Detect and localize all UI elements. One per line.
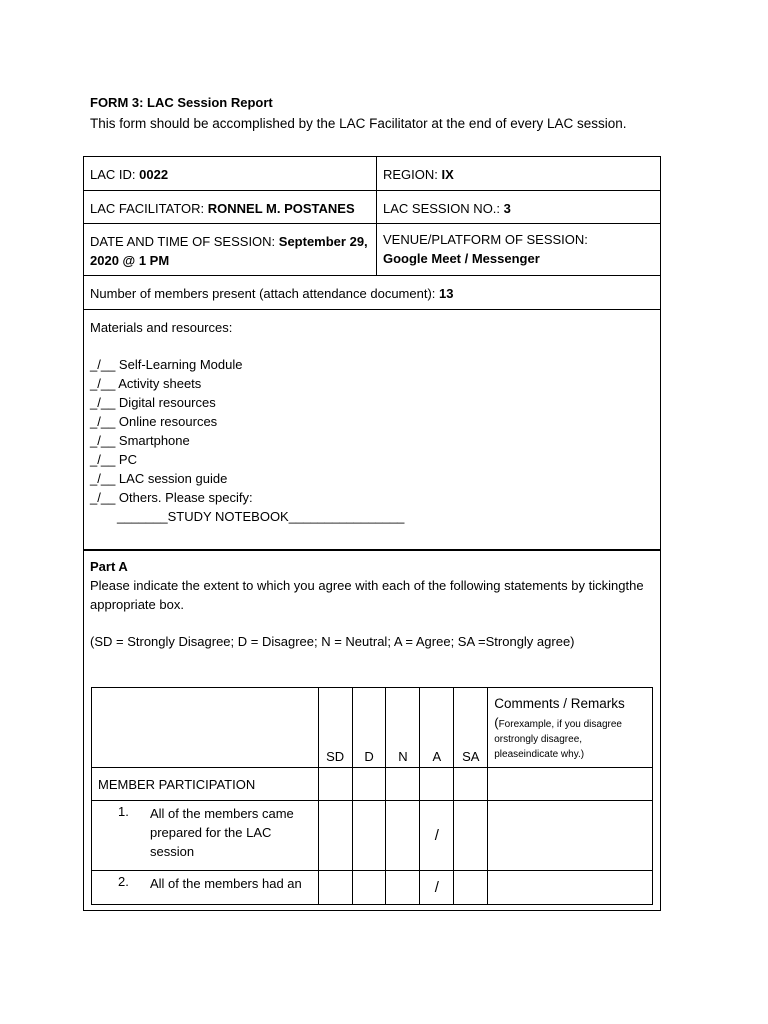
venue-value: Google Meet / Messenger: [383, 251, 540, 266]
scale-d-header: D: [352, 688, 386, 768]
part-a-section: [84, 550, 660, 658]
region-cell: [377, 157, 660, 190]
date-value: September 29, 2020 @ 1 PM: [90, 234, 368, 268]
region-value: IX: [441, 167, 454, 182]
region-label: REGION:: [383, 167, 442, 182]
session-no-label: LAC SESSION NO.:: [383, 201, 504, 216]
material-item: _/__ Self-Learning Module: [90, 357, 243, 372]
statement-row: [92, 871, 653, 905]
form-title: FORM 3: LAC Session Report: [90, 95, 273, 110]
form-subtitle: This form should be accomplished by the LAC Facilitator at the end of every LAC session.: [90, 116, 627, 131]
comments-header: [488, 688, 653, 768]
comments-title: Comments / Remarks: [494, 696, 625, 711]
lac-id-label: LAC ID:: [90, 167, 140, 182]
materials-heading: Materials and resources:: [90, 320, 233, 335]
row-date-venue: [84, 224, 660, 276]
rating-n-cell[interactable]: [386, 801, 420, 871]
material-item: _/__ Online resources: [90, 414, 218, 429]
statement-text: All of the members came prepared for the LAC session: [150, 806, 294, 859]
scale-n-header: N: [386, 688, 420, 768]
rating-sa-cell[interactable]: [454, 801, 488, 871]
material-item: _/__ LAC session guide: [90, 471, 228, 486]
date-cell: [84, 224, 377, 275]
materials-cell: [84, 310, 660, 549]
rating-sd-cell[interactable]: [318, 871, 352, 905]
statement-row: [92, 801, 653, 871]
venue-cell: [377, 224, 660, 275]
row-facilitator: [84, 191, 660, 224]
comments-note-paren: (: [494, 715, 499, 730]
statement-text: All of the members had an: [150, 876, 302, 891]
lac-id-cell: [84, 157, 377, 190]
members-cell: [84, 276, 660, 309]
comments-note-text: Forexample, if you disagree orstrongly disagree, pleaseindicate why.): [494, 719, 622, 760]
material-item: _/__ Digital resources: [90, 395, 216, 410]
others-specify-value: _______STUDY NOTEBOOK________________: [117, 509, 405, 524]
rating-table: [91, 687, 653, 905]
statement-header: [92, 688, 319, 768]
section-d-cell: [352, 768, 386, 801]
scale-sd-header: SD: [318, 688, 352, 768]
material-item: _/__ Smartphone: [90, 433, 190, 448]
date-label: DATE AND TIME OF SESSION:: [90, 234, 279, 249]
section-title: MEMBER PARTICIPATION: [92, 768, 319, 801]
section-sd-cell: [318, 768, 352, 801]
venue-label: VENUE/PLATFORM OF SESSION:: [383, 232, 588, 247]
remarks-cell[interactable]: [488, 801, 653, 871]
statement-cell: [92, 871, 319, 905]
part-a-instruction: Please indicate the extent to which you agree with each of the following statements by tickingthe appropriate box.: [90, 578, 644, 612]
material-item: _/__ Others. Please specify:: [90, 490, 253, 505]
rating-d-cell[interactable]: [352, 801, 386, 871]
rating-a-cell[interactable]: [420, 871, 454, 905]
section-n-cell: [386, 768, 420, 801]
facilitator-label: LAC FACILITATOR:: [90, 201, 208, 216]
scale-a-header: A: [420, 688, 454, 768]
lac-id-value: 0022: [139, 167, 169, 182]
row-id-region: [84, 157, 660, 191]
facilitator-cell: [84, 191, 377, 223]
rating-sd-cell[interactable]: [318, 801, 352, 871]
tick-mark: /: [434, 879, 439, 896]
rating-header-row: [92, 688, 653, 768]
section-a-cell: [420, 768, 454, 801]
report-form: [83, 156, 661, 911]
material-item: _/__ Activity sheets: [90, 376, 202, 391]
row-materials: [84, 310, 660, 551]
members-value: 13: [439, 286, 454, 301]
session-no-cell: [377, 191, 660, 223]
rating-n-cell[interactable]: [386, 871, 420, 905]
facilitator-value: RONNEL M. POSTANES: [207, 201, 355, 216]
members-label: Number of members present (attach attendance document):: [90, 286, 440, 301]
tick-mark: /: [434, 827, 439, 844]
rating-legend: (SD = Strongly Disagree; D = Disagree; N = Neutral; A = Agree; SA =Strongly agree): [90, 634, 575, 649]
section-row: [92, 768, 653, 801]
statement-number: 1.: [118, 804, 129, 819]
statement-cell: [92, 801, 319, 871]
material-item: _/__ PC: [90, 452, 137, 467]
part-a-heading: Part A: [90, 559, 128, 574]
session-no-value: 3: [503, 201, 511, 216]
rating-sa-cell[interactable]: [454, 871, 488, 905]
row-members: [84, 276, 660, 310]
comments-note: [494, 715, 646, 762]
section-sa-cell: [454, 768, 488, 801]
scale-sa-header: SA: [454, 688, 488, 768]
statement-number: 2.: [118, 874, 129, 889]
rating-a-cell[interactable]: [420, 801, 454, 871]
rating-d-cell[interactable]: [352, 871, 386, 905]
section-comments-cell: [488, 768, 653, 801]
remarks-cell[interactable]: [488, 871, 653, 905]
